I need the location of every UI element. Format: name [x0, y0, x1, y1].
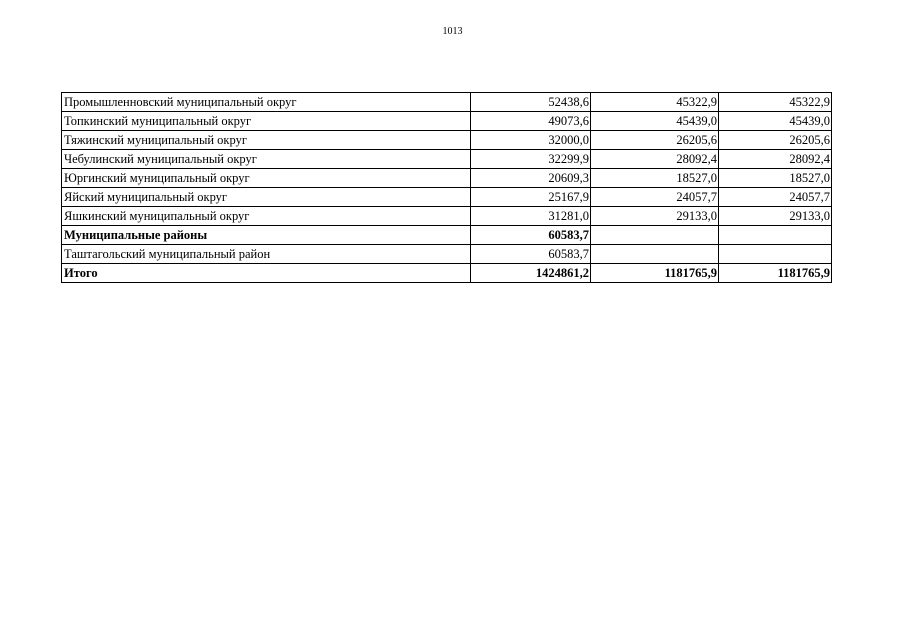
row-name-cell: Таштагольский муниципальный район	[62, 245, 471, 264]
table-row	[62, 150, 832, 169]
row-value-3-cell: 45322,9	[719, 93, 832, 112]
row-value-3-cell: 1181765,9	[719, 264, 832, 283]
row-value-2-cell: 28092,4	[591, 150, 719, 169]
row-name-cell: Чебулинский муниципальный округ	[62, 150, 471, 169]
table-row	[62, 169, 832, 188]
row-value-3-cell	[719, 226, 832, 245]
row-value-1-cell: 1424861,2	[471, 264, 591, 283]
row-value-2-cell: 1181765,9	[591, 264, 719, 283]
row-value-3-cell: 24057,7	[719, 188, 832, 207]
row-value-2-cell	[591, 245, 719, 264]
row-value-2-cell: 45322,9	[591, 93, 719, 112]
row-name-cell: Муниципальные районы	[62, 226, 471, 245]
table-row	[62, 207, 832, 226]
table-row	[62, 188, 832, 207]
table-row	[62, 112, 832, 131]
row-name-cell: Яйский муниципальный округ	[62, 188, 471, 207]
row-value-1-cell: 60583,7	[471, 226, 591, 245]
row-value-2-cell: 45439,0	[591, 112, 719, 131]
row-name-cell: Итого	[62, 264, 471, 283]
row-value-1-cell: 32299,9	[471, 150, 591, 169]
row-value-1-cell: 60583,7	[471, 245, 591, 264]
row-value-3-cell: 18527,0	[719, 169, 832, 188]
row-value-1-cell: 32000,0	[471, 131, 591, 150]
row-value-3-cell: 29133,0	[719, 207, 832, 226]
row-value-1-cell: 31281,0	[471, 207, 591, 226]
row-name-cell: Тяжинский муниципальный округ	[62, 131, 471, 150]
row-value-3-cell: 28092,4	[719, 150, 832, 169]
row-value-1-cell: 20609,3	[471, 169, 591, 188]
row-value-2-cell: 29133,0	[591, 207, 719, 226]
row-value-1-cell: 52438,6	[471, 93, 591, 112]
row-value-2-cell: 18527,0	[591, 169, 719, 188]
row-value-2-cell: 24057,7	[591, 188, 719, 207]
page-number: 1013	[442, 26, 463, 37]
row-value-3-cell: 26205,6	[719, 131, 832, 150]
table-row-section-header	[62, 226, 832, 245]
table-row	[62, 131, 832, 150]
row-value-2-cell: 26205,6	[591, 131, 719, 150]
budget-table	[61, 92, 832, 283]
row-value-3-cell	[719, 245, 832, 264]
table-row	[62, 245, 832, 264]
table-row-total	[62, 264, 832, 283]
row-name-cell: Яшкинский муниципальный округ	[62, 207, 471, 226]
table-row	[62, 93, 832, 112]
row-name-cell: Промышленновский муниципальный округ	[62, 93, 471, 112]
row-name-cell: Топкинский муниципальный округ	[62, 112, 471, 131]
row-value-1-cell: 49073,6	[471, 112, 591, 131]
row-value-3-cell: 45439,0	[719, 112, 832, 131]
row-name-cell: Юргинский муниципальный округ	[62, 169, 471, 188]
row-value-1-cell: 25167,9	[471, 188, 591, 207]
row-value-2-cell	[591, 226, 719, 245]
